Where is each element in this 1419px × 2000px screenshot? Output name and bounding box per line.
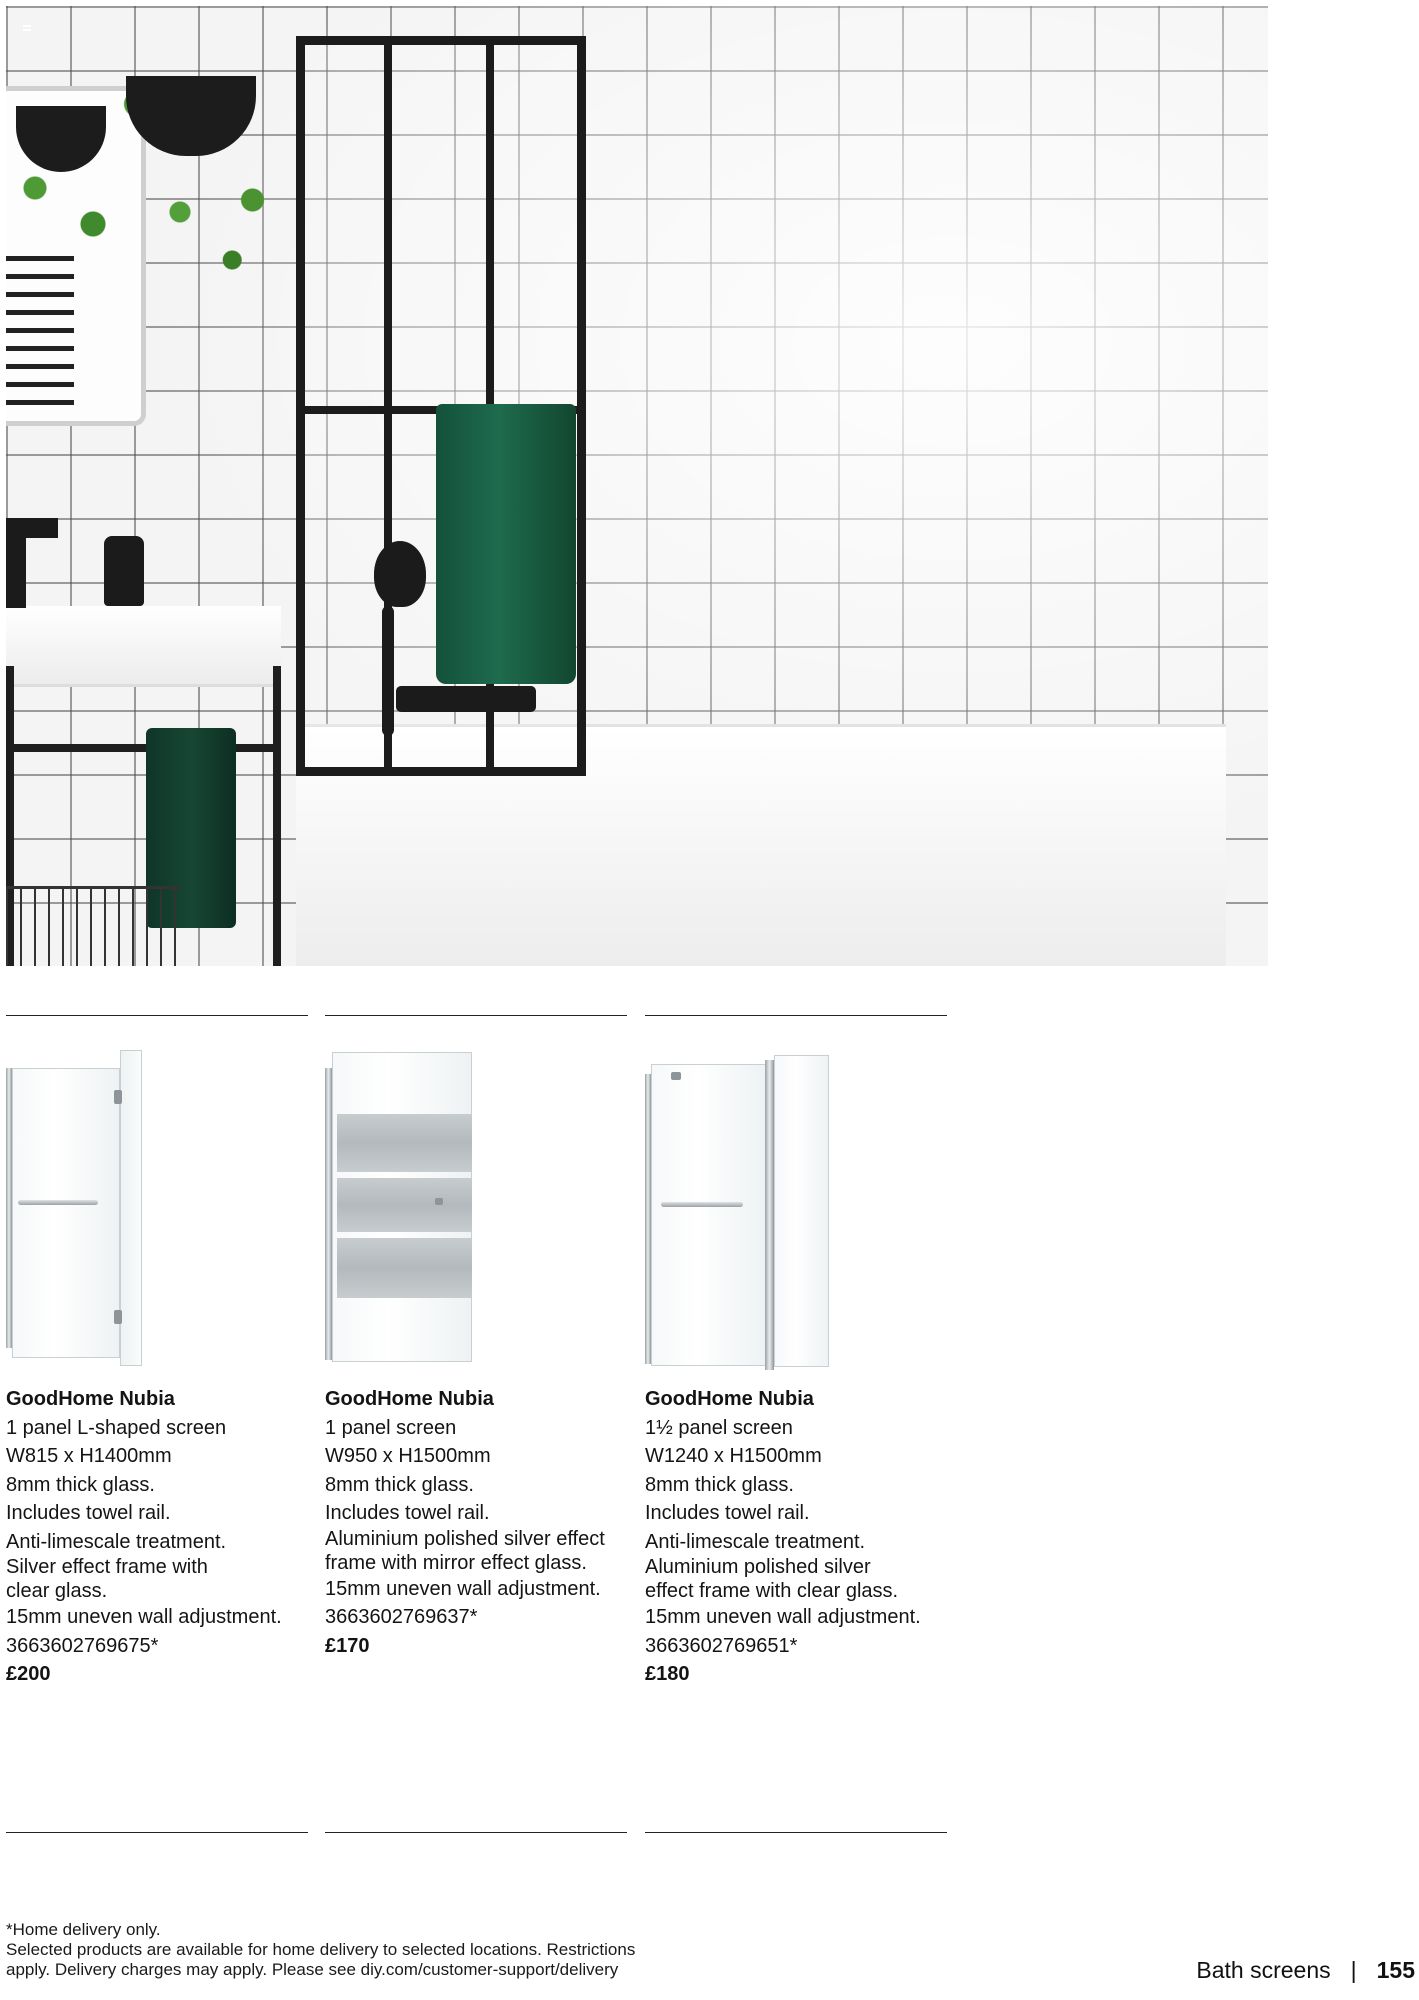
product-price: £170 — [325, 1634, 370, 1657]
product-detail: 1 panel screen — [325, 1416, 457, 1439]
divider — [645, 1832, 947, 1833]
menu-icon — [23, 25, 31, 31]
product-detail: Aluminium polished silver effect — [325, 1527, 605, 1550]
product-title: GoodHome Nubia — [325, 1388, 494, 1410]
product-detail: Includes towel rail. — [6, 1502, 171, 1524]
footnote-line: apply. Delivery charges may apply. Please see diy.com/customer-support/delivery — [6, 1960, 619, 1979]
product-detail: 1 panel L-shaped screen — [6, 1416, 227, 1439]
hero-bathroom-photo — [6, 6, 1268, 966]
product-image-panel-screen — [325, 1050, 475, 1370]
product-detail: Silver effect frame with — [6, 1556, 208, 1578]
bath-mixer — [396, 686, 536, 712]
shower-head — [374, 541, 426, 607]
product-title: GoodHome Nubia — [6, 1388, 175, 1410]
footnote-line: Selected products are available for home delivery to selected locations. Restrictions — [6, 1940, 636, 1959]
product-detail: 8mm thick glass. — [645, 1473, 794, 1496]
product-detail: Anti-limescale treatment. — [6, 1530, 227, 1553]
product-info-1 — [6, 1385, 311, 1689]
product-code: 3663602769651* — [645, 1634, 798, 1657]
product-detail: 8mm thick glass. — [6, 1473, 155, 1496]
page-footer — [1196, 1957, 1415, 1984]
section-name: Bath screens — [1196, 1957, 1331, 1983]
wire-basket — [6, 886, 181, 966]
product-detail: Anti-limescale treatment. — [645, 1530, 866, 1553]
basin-tap — [6, 518, 58, 538]
divider — [325, 1832, 627, 1833]
footnote-line: *Home delivery only. — [6, 1920, 161, 1939]
product-detail: 15mm uneven wall adjustment. — [6, 1606, 282, 1628]
divider — [645, 1015, 947, 1016]
product-detail: W950 x H1500mm — [325, 1445, 491, 1467]
product-detail: Includes towel rail. — [325, 1502, 490, 1524]
product-price: £180 — [645, 1663, 690, 1685]
product-detail: clear glass. — [6, 1580, 108, 1602]
product-detail: W1240 x H1500mm — [645, 1445, 822, 1467]
green-towel — [436, 404, 576, 684]
product-detail: 1½ panel screen — [645, 1416, 793, 1439]
product-detail: W815 x H1400mm — [6, 1445, 172, 1467]
product-detail: frame with mirror effect glass. — [325, 1551, 587, 1574]
product-info-3 — [645, 1385, 950, 1689]
product-detail: 15mm uneven wall adjustment. — [645, 1606, 921, 1628]
product-detail: Aluminium polished silver — [645, 1556, 871, 1578]
product-code: 3663602769637* — [325, 1606, 478, 1628]
footer-separator: | — [1350, 1957, 1357, 1983]
product-detail: 8mm thick glass. — [325, 1473, 474, 1496]
product-detail: Includes towel rail. — [645, 1502, 810, 1524]
product-price: £200 — [6, 1663, 51, 1685]
product-image-l-shaped-screen — [6, 1050, 136, 1370]
divider — [6, 1832, 308, 1833]
delivery-footnote — [6, 1920, 726, 1980]
soap-dispenser — [104, 536, 144, 606]
divider — [6, 1015, 308, 1016]
product-detail: 15mm uneven wall adjustment. — [325, 1577, 601, 1600]
product-info-2 — [325, 1385, 630, 1660]
product-image-one-and-half-panel-screen — [645, 1050, 835, 1370]
product-code: 3663602769675* — [6, 1634, 159, 1657]
product-title: GoodHome Nubia — [645, 1388, 814, 1410]
product-detail: effect frame with clear glass. — [645, 1580, 899, 1602]
page-number: 155 — [1376, 1957, 1415, 1983]
divider — [325, 1015, 627, 1016]
